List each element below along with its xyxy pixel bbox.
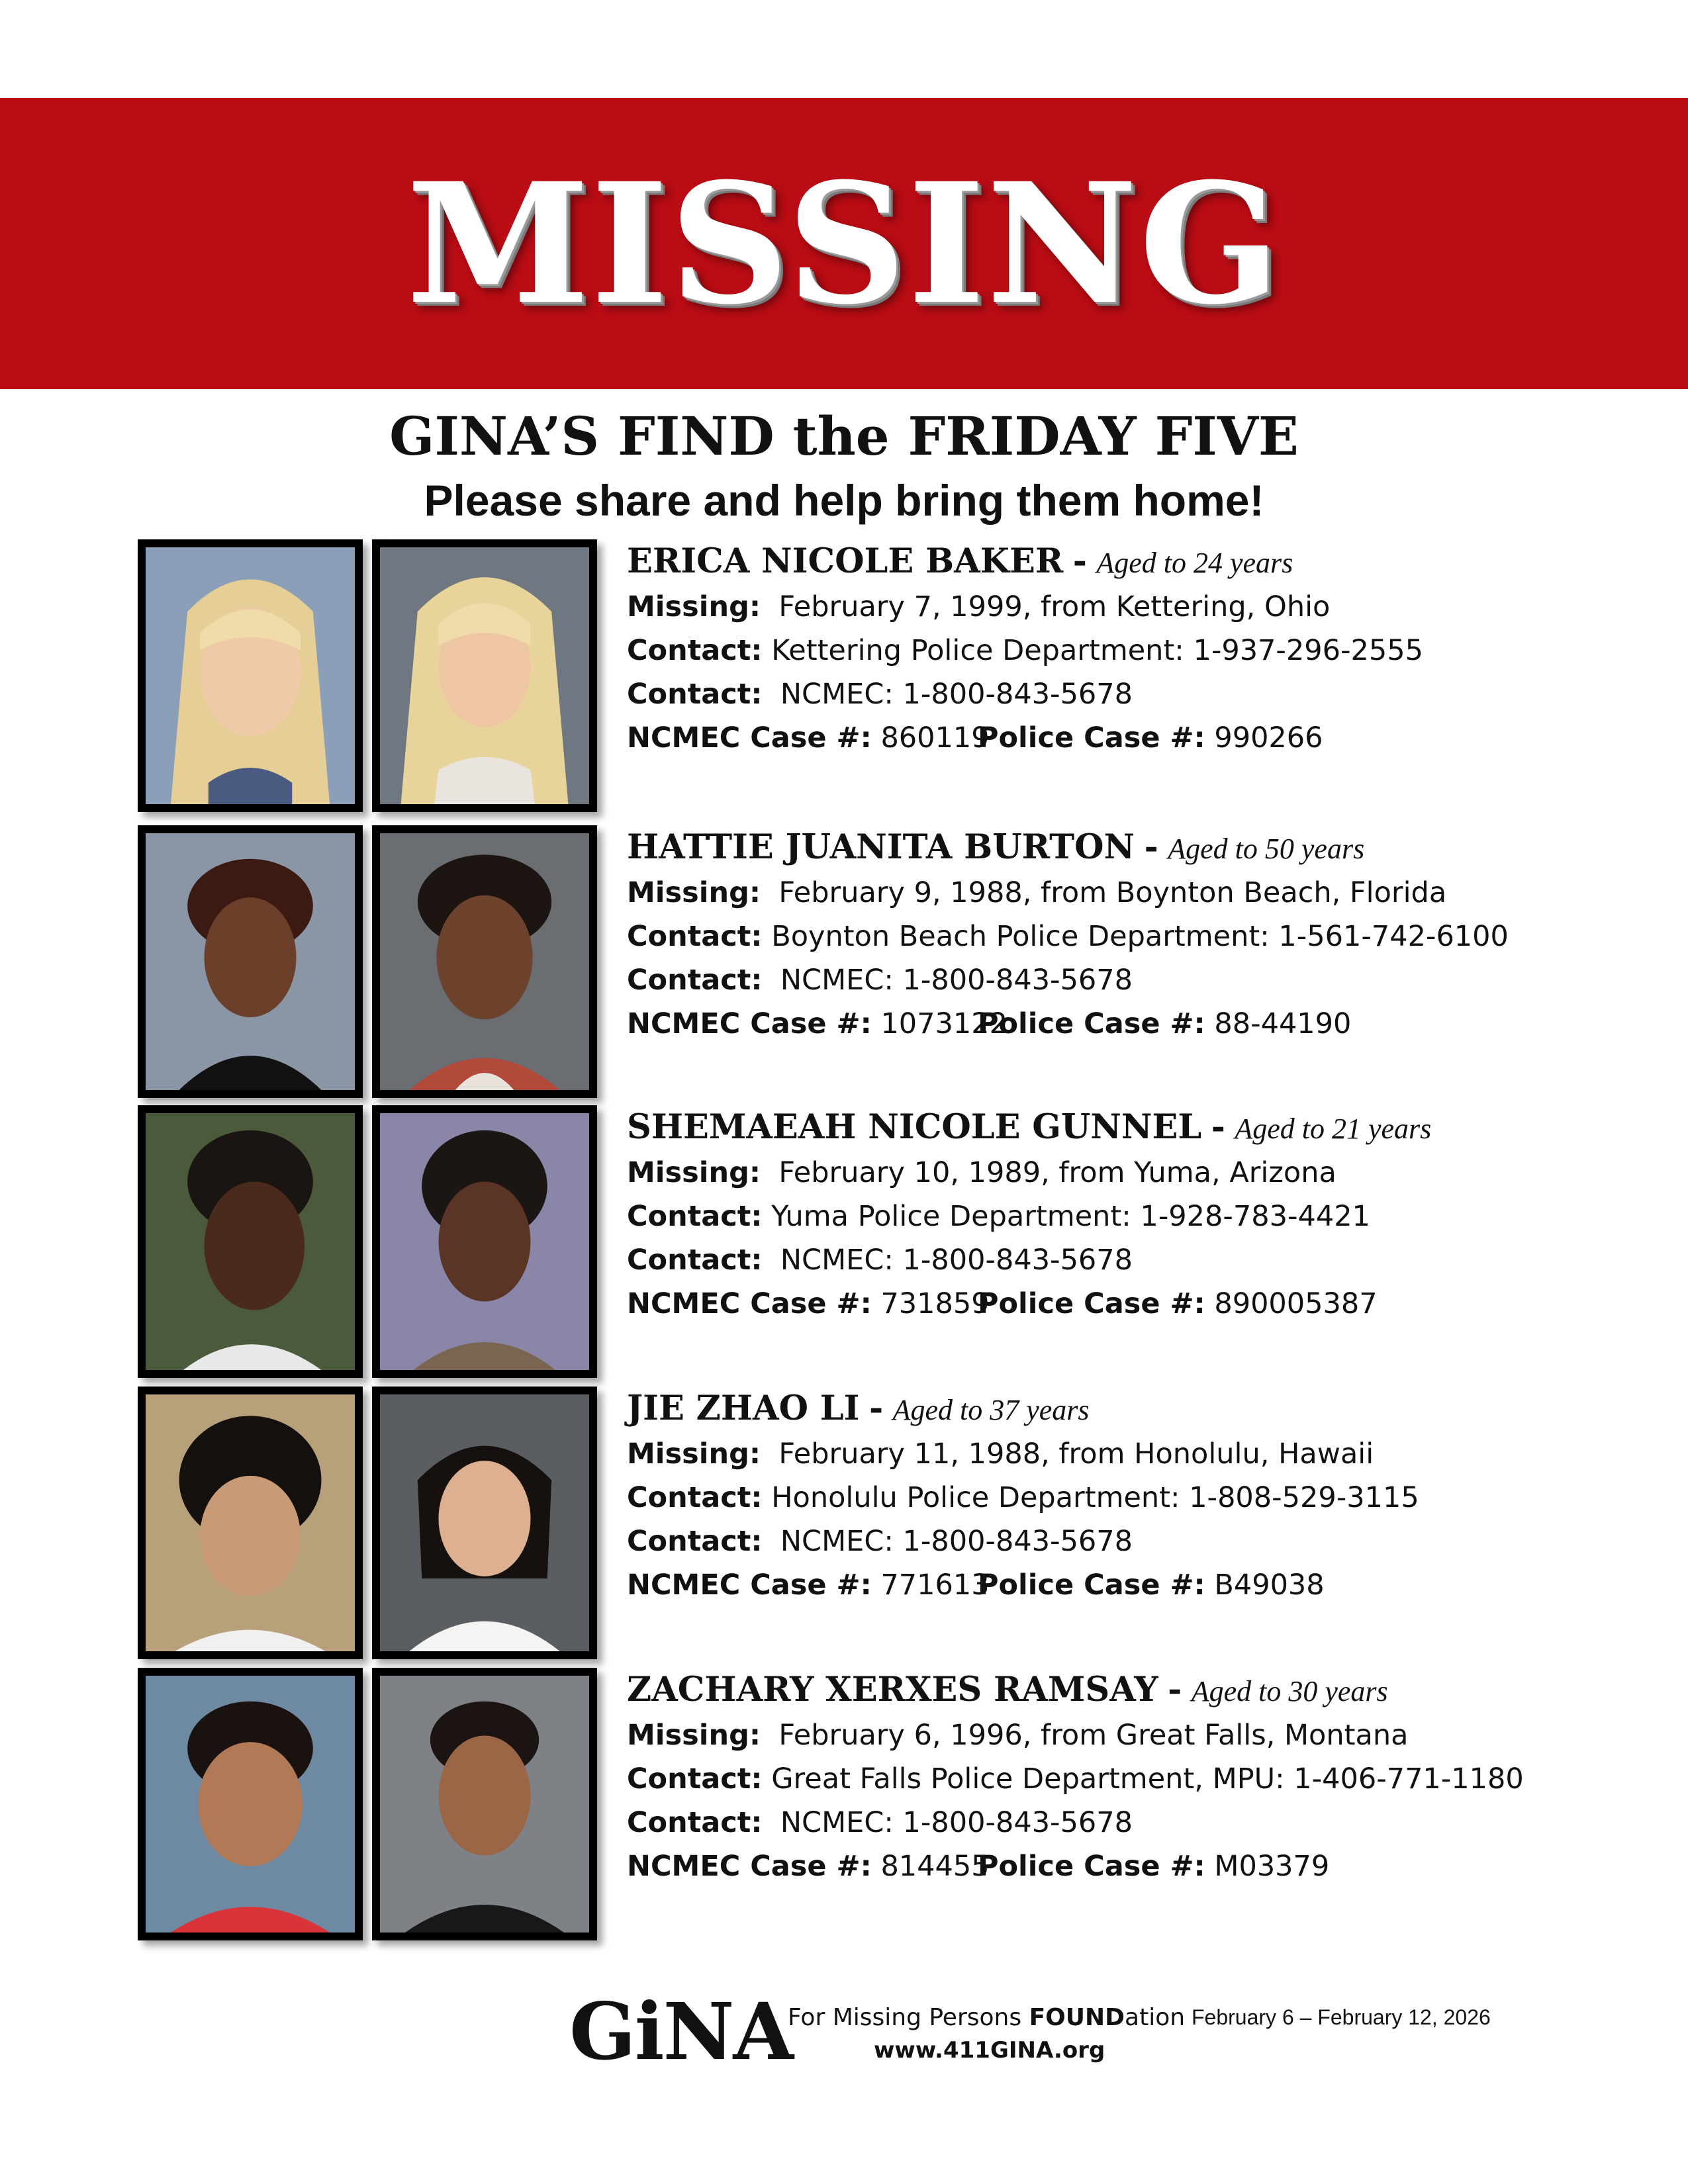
poster-tagline: Please share and help bring them home! — [424, 476, 1264, 525]
age-progressed-photo — [372, 1387, 597, 1659]
poster-subtitle: GINA’S FIND the FRIDAY FIVE — [389, 405, 1299, 467]
contact-label: Contact: — [627, 634, 763, 667]
ncmec-contact: NCMEC: 1-800-843-5678 — [780, 1244, 1133, 1277]
missing-label: Missing: — [627, 590, 761, 623]
ncmec-case-label: NCMEC Case #: — [627, 1850, 872, 1883]
missing-label: Missing: — [627, 1719, 761, 1752]
person-heading — [627, 1387, 1660, 1432]
ncmec-contact: NCMEC: 1-800-843-5678 — [780, 1806, 1133, 1839]
missing-line — [627, 1713, 1660, 1757]
ncmec-case-number: 860119 — [880, 721, 990, 754]
name-separator: - — [1168, 1670, 1182, 1709]
person-info — [627, 1105, 1660, 1326]
foundation-name-part: For Missing Persons — [788, 2004, 1029, 2031]
missing-details: February 7, 1999, from Kettering, Ohio — [778, 590, 1331, 623]
police-contact: Yuma Police Department: 1-928-783-4421 — [771, 1200, 1370, 1233]
contact-label: Contact: — [627, 1806, 763, 1839]
missing-banner — [0, 98, 1688, 389]
missing-label: Missing: — [627, 1156, 761, 1189]
person-name: HATTIE JUANITA BURTON — [627, 827, 1135, 867]
contact-ncmec-line — [627, 1238, 1660, 1282]
person-name: JIE ZHAO LI — [627, 1388, 860, 1428]
date-range: February 6 – February 12, 2026 — [1192, 2005, 1491, 2029]
person-name: ZACHARY XERXES RAMSAY — [627, 1670, 1158, 1709]
police-case-label: Police Case #: — [978, 1287, 1205, 1320]
aged-to: Aged to 50 years — [1168, 833, 1365, 865]
person-heading — [627, 825, 1660, 871]
name-separator: - — [1144, 827, 1158, 867]
name-separator: - — [1072, 541, 1087, 581]
ncmec-case-number: 1073122 — [880, 1007, 1008, 1040]
missing-details: February 6, 1996, from Great Falls, Montana — [778, 1719, 1409, 1752]
case-numbers-line — [627, 1282, 1660, 1326]
ncmec-contact: NCMEC: 1-800-843-5678 — [780, 964, 1133, 997]
person-info — [627, 1668, 1660, 1888]
case-numbers-line — [627, 716, 1660, 760]
gina-letters-na: NA — [663, 1985, 793, 2077]
missing-details: February 9, 1988, from Boynton Beach, Florida — [778, 876, 1447, 909]
missing-label: Missing: — [627, 876, 761, 909]
police-case-number: 990266 — [1214, 721, 1323, 754]
ncmec-case-label: NCMEC Case #: — [627, 1287, 872, 1320]
childhood-photo — [138, 825, 363, 1098]
police-contact: Kettering Police Department: 1-937-296-2555 — [771, 634, 1423, 667]
police-case-number: B49038 — [1214, 1569, 1325, 1602]
person-heading — [627, 1668, 1660, 1713]
contact-label: Contact: — [627, 678, 763, 711]
childhood-photo — [138, 1387, 363, 1659]
foundation-name-bold: FOUND — [1029, 2004, 1125, 2031]
police-case-label: Police Case #: — [978, 1569, 1205, 1602]
contact-label: Contact: — [627, 1762, 763, 1796]
aged-to: Aged to 37 years — [892, 1394, 1090, 1426]
contact-police-line — [627, 1195, 1660, 1238]
missing-person-entry — [0, 1105, 1688, 1383]
contact-police-line — [627, 1476, 1660, 1520]
missing-line — [627, 871, 1660, 915]
contact-police-line — [627, 915, 1660, 958]
childhood-photo — [138, 1668, 363, 1940]
gina-letter-g: G — [569, 1985, 635, 2077]
person-name: SHEMAEAH NICOLE GUNNEL — [627, 1107, 1202, 1147]
ncmec-case-label: NCMEC Case #: — [627, 1569, 872, 1602]
person-info — [627, 825, 1660, 1046]
gina-wordmark — [569, 1985, 793, 2077]
contact-label: Contact: — [627, 1525, 763, 1558]
person-heading — [627, 1105, 1660, 1151]
ncmec-case-number: 731859 — [880, 1287, 990, 1320]
contact-label: Contact: — [627, 1200, 763, 1233]
contact-label: Contact: — [627, 964, 763, 997]
childhood-photo — [138, 539, 363, 812]
foundation-name — [788, 2004, 1185, 2031]
ncmec-case-label: NCMEC Case #: — [627, 721, 872, 754]
police-contact: Honolulu Police Department: 1-808-529-3115 — [771, 1481, 1419, 1514]
contact-ncmec-line — [627, 958, 1660, 1002]
missing-details: February 11, 1988, from Honolulu, Hawaii — [778, 1437, 1374, 1471]
case-numbers-line — [627, 1002, 1660, 1046]
case-numbers-line — [627, 1844, 1660, 1888]
person-info — [627, 1387, 1660, 1607]
missing-line — [627, 1151, 1660, 1195]
contact-label: Contact: — [627, 1244, 763, 1277]
banner-title: MISSING — [406, 146, 1282, 341]
age-progressed-photo — [372, 539, 597, 812]
missing-person-entry — [0, 1387, 1688, 1664]
gina-foundation-logo — [569, 1985, 1186, 2077]
police-case-number: 88-44190 — [1214, 1007, 1352, 1040]
ncmec-contact: NCMEC: 1-800-843-5678 — [780, 678, 1133, 711]
ncmec-contact: NCMEC: 1-800-843-5678 — [780, 1525, 1133, 1558]
police-case-label: Police Case #: — [978, 1850, 1205, 1883]
contact-police-line — [627, 629, 1660, 672]
missing-line — [627, 1432, 1660, 1476]
contact-label: Contact: — [627, 920, 763, 953]
case-numbers-line — [627, 1563, 1660, 1607]
missing-person-entry — [0, 1668, 1688, 1946]
age-progressed-photo — [372, 825, 597, 1098]
police-contact: Great Falls Police Department, MPU: 1-406-771-1180 — [771, 1762, 1524, 1796]
police-case-label: Police Case #: — [978, 1007, 1205, 1040]
person-name: ERICA NICOLE BAKER — [627, 541, 1064, 581]
missing-person-entry — [0, 825, 1688, 1103]
gina-letter-i: i — [634, 1985, 663, 2077]
police-case-number: M03379 — [1214, 1850, 1330, 1883]
aged-to: Aged to 24 years — [1096, 547, 1293, 579]
contact-ncmec-line — [627, 1801, 1660, 1844]
aged-to: Aged to 30 years — [1191, 1675, 1388, 1707]
person-heading — [627, 539, 1660, 585]
contact-ncmec-line — [627, 1520, 1660, 1563]
police-contact: Boynton Beach Police Department: 1-561-742-6100 — [771, 920, 1509, 953]
age-progressed-photo — [372, 1668, 597, 1940]
missing-person-entry — [0, 539, 1688, 817]
missing-line — [627, 585, 1660, 629]
childhood-photo — [138, 1105, 363, 1378]
contact-police-line — [627, 1757, 1660, 1801]
contact-label: Contact: — [627, 1481, 763, 1514]
ncmec-case-label: NCMEC Case #: — [627, 1007, 872, 1040]
website-url: www.411GINA.org — [874, 2037, 1105, 2064]
police-case-number: 890005387 — [1214, 1287, 1378, 1320]
police-case-label: Police Case #: — [978, 721, 1205, 754]
missing-label: Missing: — [627, 1437, 761, 1471]
aged-to: Aged to 21 years — [1235, 1113, 1432, 1145]
missing-details: February 10, 1989, from Yuma, Arizona — [778, 1156, 1336, 1189]
ncmec-case-number: 771613 — [880, 1569, 990, 1602]
person-info — [627, 539, 1660, 760]
foundation-name-suffix: ation — [1125, 2004, 1186, 2031]
age-progressed-photo — [372, 1105, 597, 1378]
ncmec-case-number: 814455 — [880, 1850, 990, 1883]
contact-ncmec-line — [627, 672, 1660, 716]
name-separator: - — [868, 1388, 884, 1428]
name-separator: - — [1211, 1107, 1225, 1147]
